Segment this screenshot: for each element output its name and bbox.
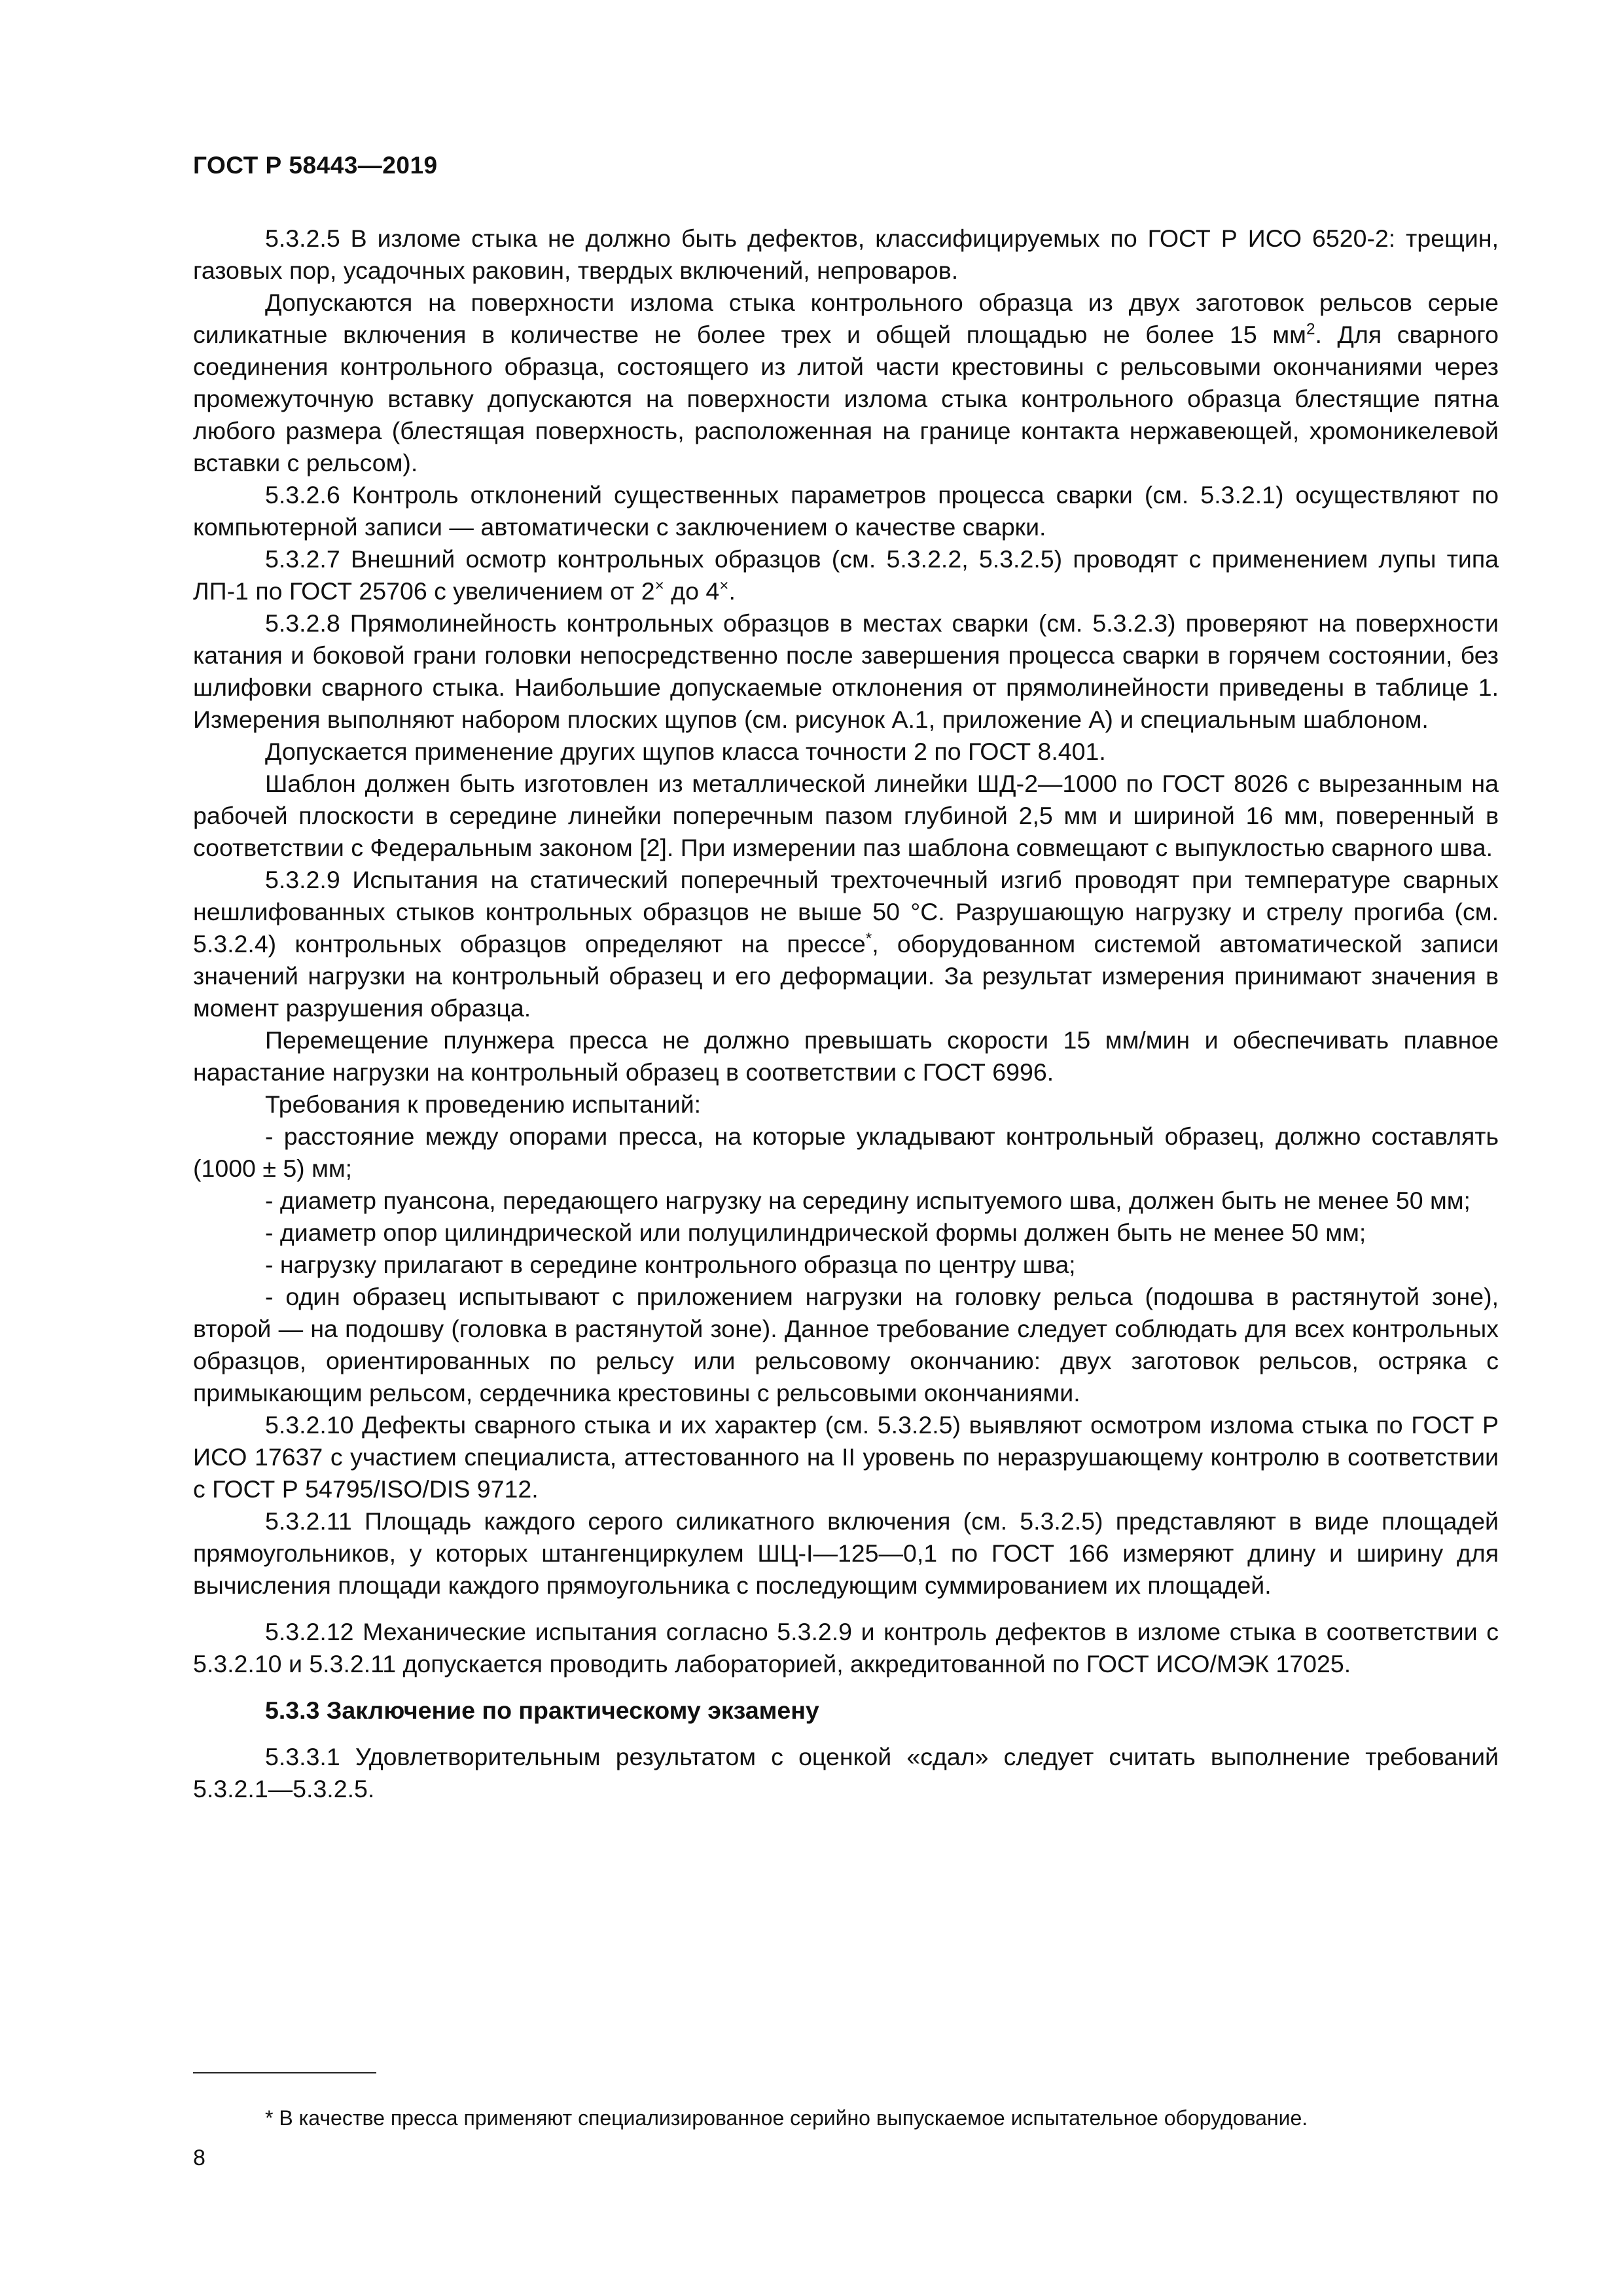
paragraph-5-3-2-6: 5.3.2.6 Контроль отклонений существенных параметров процесса сварки (см. 5.3.2.1) осуществляют по компьютерной записи — автоматически с заключением о качестве сварки. bbox=[193, 481, 1499, 541]
paragraph-5-3-3-1: 5.3.3.1 Удовлетворительным результатом с оценкой «сдал» следует считать выполнение требований 5.3.2.1—5.3.2.5. bbox=[193, 1743, 1499, 1803]
paragraph-5-3-2-11: 5.3.2.11 Площадь каждого серого силикатного включения (см. 5.3.2.5) представляют в виде площадей прямоугольников, у которых штангенциркулем ШЦ-I—125—0,1 по ГОСТ 166 измеряют длину и ширину для вычисления площади каждого прямоугольника с последующим суммированием их площадей. bbox=[193, 1507, 1499, 1599]
list-item-support-diameter: - диаметр опор цилиндрической или полуцилиндрической формы должен быть не менее 50 мм; bbox=[265, 1219, 1366, 1246]
footnote: * В качестве пресса применяют специализированное серийно выпускаемое испытательное оборудование. bbox=[265, 2106, 1308, 2130]
list-item-support-distance: - расстояние между опорами пресса, на которые укладывают контрольный образец, должно составлять (1000 ± 5) мм; bbox=[193, 1122, 1499, 1182]
document-header-code: ГОСТ Р 58443—2019 bbox=[193, 152, 438, 179]
footnote-separator bbox=[193, 2072, 376, 2073]
paragraph-plunger: Перемещение плунжера пресса не должно превышать скорости 15 мм/мин и обеспечивать плавное нарастание нагрузки на контрольный образец в соответствии с ГОСТ 6996. bbox=[193, 1026, 1499, 1086]
paragraph-other-probes: Допускается применение других щупов класса точности 2 по ГОСТ 8.401. bbox=[265, 738, 1106, 765]
paragraph-5-3-2-5: 5.3.2.5 В изломе стыка не должно быть дефектов, классифицируемых по ГОСТ Р ИСО 6520-2: трещин, газовых пор, усадочных раковин, твердых включений, непроваров. bbox=[193, 224, 1499, 284]
section-heading-5-3-3: 5.3.3 Заключение по практическому экзамену bbox=[265, 1696, 819, 1724]
paragraph-test-requirements: Требования к проведению испытаний: bbox=[265, 1090, 702, 1118]
list-item-load-center: - нагрузку прилагают в середине контрольного образца по центру шва; bbox=[265, 1251, 1076, 1278]
paragraph-template: Шаблон должен быть изготовлен из металлической линейки ШД-2—1000 по ГОСТ 8026 с вырезанным на рабочей плоскости в середине линейки поперечным пазом глубиной 2,5 мм и шириной 16 мм, поверенный в соответствии с Федеральным законом [2]. При измерении паз шаблона совмещают с выпуклостью сварного шва. bbox=[193, 770, 1499, 861]
list-item-specimen-orientation: - один образец испытывают с приложением нагрузки на головку рельса (подошва в растянутой зоне), второй — на подошву (головка в растянутой зоне). Данное требование следует соблюдать для всех контрольных образцов, ориентированных по рельсу или рельсовому окончанию: двух заготовок рельсов, остряка с примыкающим рельсом, сердечника крестовины с рельсовыми окончаниями. bbox=[193, 1283, 1499, 1407]
paragraph-5-3-2-8: 5.3.2.8 Прямолинейность контрольных образцов в местах сварки (см. 5.3.2.3) проверяют на поверхности катания и боковой грани головки непосредственно после завершения процесса сварки в горячем состоянии, без шлифовки сварного стыка. Наибольшие допускаемые отклонения от прямолинейности приведены в таблице 1. Измерения выполняют набором плоских щупов (см. рисунок А.1, приложение А) и специальным шаблоном. bbox=[193, 609, 1499, 733]
list-item-punch-diameter: - диаметр пуансона, передающего нагрузку на середину испытуемого шва, должен быть не менее 50 мм; bbox=[265, 1187, 1471, 1214]
paragraph-5-3-2-9: 5.3.2.9 Испытания на статический поперечный трехточечный изгиб проводят при температуре сварных нешлифованных стыков контрольных образцов не выше 50 °С. Разрушающую нагрузку и стрелу прогиба (см. 5.3.2.4) контрольных образцов определяют на прессе*, оборудованном системой автоматической записи значений нагрузки на контрольный образец и его деформации. За результат измерения принимают значения в момент разрушения образца. bbox=[193, 866, 1499, 1022]
paragraph-silicate-inclusions: Допускаются на поверхности излома стыка контрольного образца из двух заготовок рельсов серые силикатные включения в количестве не более трех и общей площадью не более 15 $мм^2$. Для сварного соединения контрольного образца, состоящего из литой части крестовины с рельсовыми окончаниями через промежуточную вставку допускаются на поверхности излома стыка контрольного образца блестящие пятна любого размера (блестящая поверхность, расположенная на границе контакта нержавеющей, хромоникелевой вставки с рельсом). bbox=[193, 289, 1499, 476]
document-body bbox=[193, 223, 1499, 1805]
page-number: 8 bbox=[193, 2145, 205, 2170]
paragraph-5-3-2-7: 5.3.2.7 Внешний осмотр контрольных образцов (см. 5.3.2.2, 5.3.2.5) проводят с применением лупы типа ЛП-1 по ГОСТ 25706 с увеличением от 2× до 4×. bbox=[193, 545, 1499, 605]
paragraph-5-3-2-12: 5.3.2.12 Механические испытания согласно 5.3.2.9 и контроль дефектов в изломе стыка в соответствии с 5.3.2.10 и 5.3.2.11 допускается проводить лабораторией, аккредитованной по ГОСТ ИСО/МЭК 17025. bbox=[193, 1618, 1499, 1677]
paragraph-5-3-2-10: 5.3.2.10 Дефекты сварного стыка и их характер (см. 5.3.2.5) выявляют осмотром излома стыка по ГОСТ Р ИСО 17637 с участием специалиста, аттестованного на II уровень по неразрушающему контролю в соответствии с ГОСТ Р 54795/ISO/DIS 9712. bbox=[193, 1411, 1499, 1503]
